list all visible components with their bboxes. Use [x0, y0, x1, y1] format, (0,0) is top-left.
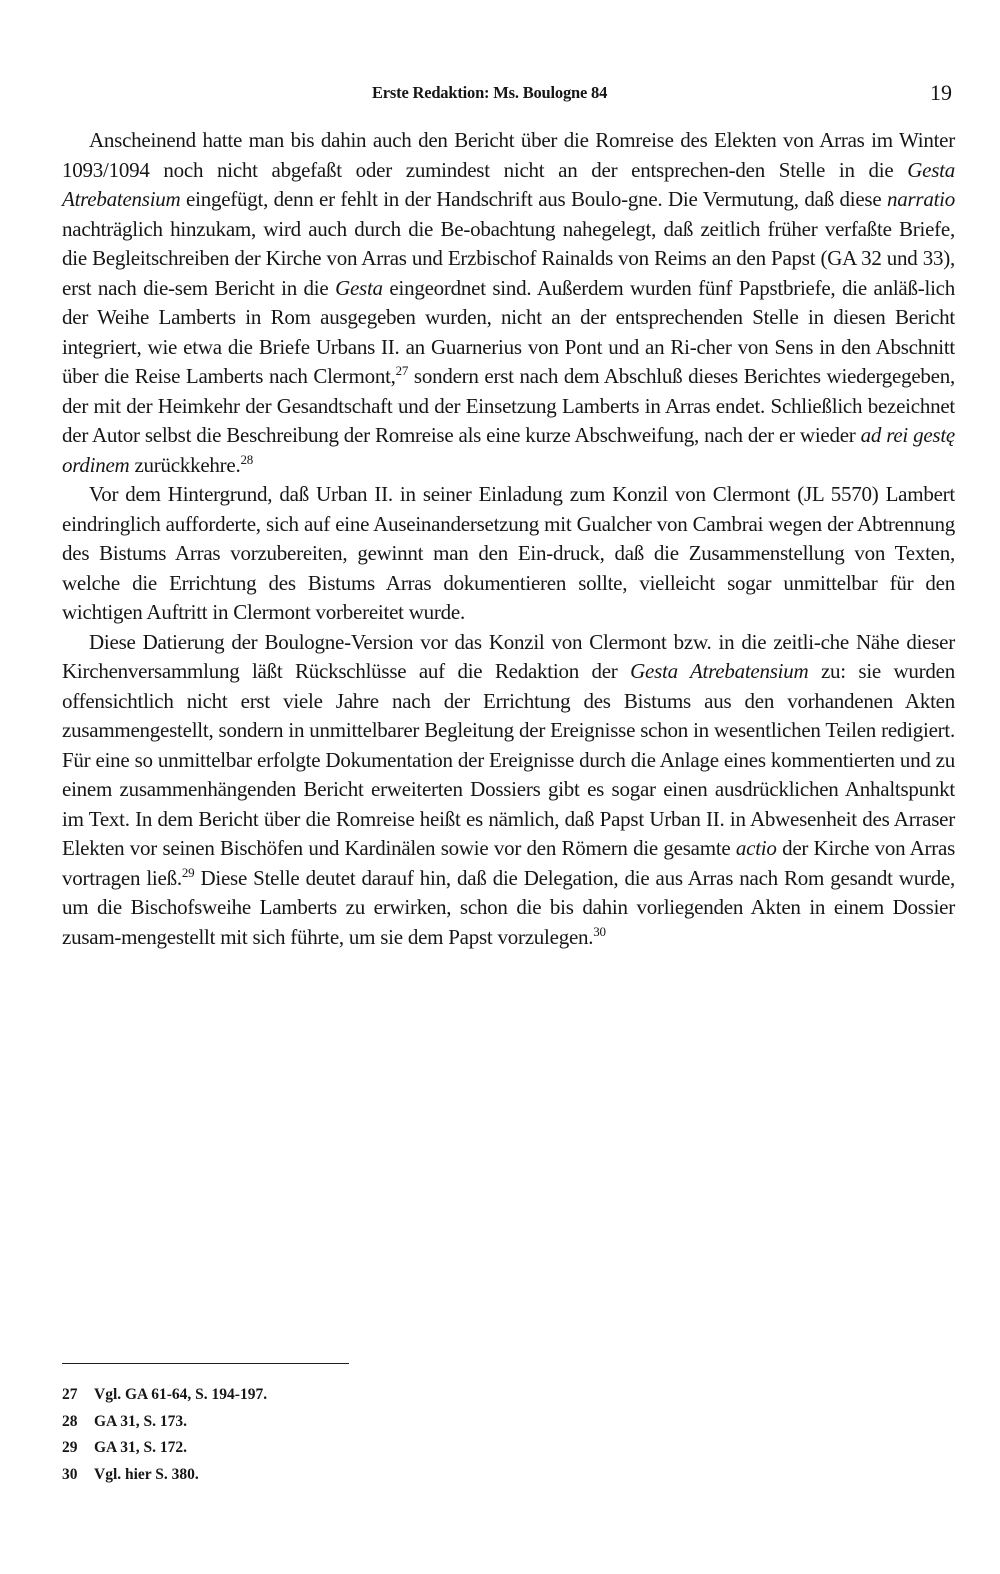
footnotes [62, 1382, 662, 1488]
page-number: 19 [930, 80, 952, 105]
italic-term: actio [735, 836, 777, 860]
text-run: zurückkehre. [129, 452, 241, 477]
paragraph-2: Vor dem Hintergrund, daß Urban II. in seiner Einladung zum Konzil von Clermont (JL 5570) Lambert eindringlich aufforderte, sich auf eine Auseinandersetzung mit Gualcher von Cambrai wegen der Abtrennung des Bistums Arras vorzubereiten, gewinnt man den Ein-druck, daß die Zusammenstellung von Texten, welche die Errichtung des Bistums Arras dokumentieren sollte, vielleicht sogar unmittelbar für den wichtigen Auftritt in Clermont vorbereitet wurde. [62, 482, 955, 624]
footnote-ref-28: 28 [240, 451, 253, 467]
footnote-number: 29 [62, 1439, 78, 1456]
footnote-30 [62, 1462, 662, 1489]
text-run: eingefügt, denn er fehlt in der Handschrift aus Boulo-gne. Die Vermutung, daß diese [180, 187, 887, 211]
text-run: eingeordnet sind. Außerdem wurden fünf Papstbriefe, die anläß-lich der Weihe Lamberts in Rom ausgegeben wurden, nicht an der entsprechenden Stelle in diesen Bericht integriert, wie etwa die Briefe Urbans II. an Guarnerius von Pont und an Ri-cher von Sens in den Abschnitt über die Reise Lamberts nach Clermont, [62, 275, 955, 388]
footnote-separator [62, 1363, 349, 1364]
footnote-29 [62, 1435, 662, 1462]
footnote-text: Vgl. hier S. 380. [94, 1465, 199, 1483]
footnote-number: 30 [62, 1465, 78, 1483]
italic-term: narratio [886, 187, 955, 211]
footnote-number: 28 [62, 1412, 78, 1430]
footnote-27 [62, 1382, 662, 1409]
italic-term: Gesta Atrebatensium [630, 659, 809, 683]
text-run: Diese Stelle deutet darauf hin, daß die Delegation, die aus Arras nach Rom gesandt wurde, um die Bischofsweihe Lamberts zu erwirken, schon die bis dahin vorliegenden Akten in einem Dossier zusam-mengestellt mit sich führte, um sie dem Papst vorzulegen. [62, 865, 956, 949]
footnote-ref-27: 27 [395, 363, 409, 378]
text-run: sondern erst nach dem Abschluß dieses Berichtes wiedergegeben, der mit der Heimkehr der Gesandtschaft und der Einsetzung Lamberts in Arras endet. Schließlich bezeichnet der Autor selbst die Beschreibung der Romreise als eine kurze Abschweifung, nach der er wieder [62, 364, 955, 447]
footnote-ref-29: 29 [181, 864, 195, 880]
page-header [0, 80, 1000, 110]
italic-term: Gesta [335, 275, 383, 300]
running-head: Erste Redaktion: Ms. Boulogne 84 [372, 83, 608, 102]
text-run: Diese Datierung der Boulogne-Version vor das Konzil von Clermont bzw. in die zeitli-che Nähe dieser Kirchenversammlung läßt Rückschlüsse auf die Redaktion der [62, 629, 955, 683]
footnote-text: GA 31, S. 172. [94, 1439, 188, 1456]
footnote-number: 27 [62, 1386, 78, 1403]
body-text [62, 126, 955, 952]
paragraph-1 [62, 126, 955, 480]
text-run: der Kirche von Arras vortragen ließ. [62, 836, 956, 890]
paragraph-3 [62, 628, 955, 953]
footnote-28 [62, 1409, 662, 1436]
footnote-ref-30: 30 [593, 923, 606, 939]
italic-term: ad rei gestę ordinem [62, 423, 955, 477]
text-run: Anscheinend hatte man bis dahin auch den Bericht über die Romreise des Elekten von Arras im Winter 1093/1094 noch nicht abgefaßt oder zumindest nicht an der entsprechen-den Stelle in die [62, 128, 955, 182]
footnote-text: GA 31, S. 173. [94, 1412, 188, 1430]
text-run: nachträglich hinzukam, wird auch durch die Be-obachtung nahegelegt, daß zeitlich früher verfaßte Briefe, die Begleitschreiben der Kirche von Arras und Erzbischof Rainalds von Reims an den Papst (GA 32 und 33), erst nach die-sem Bericht in die [62, 216, 955, 300]
text-run: zu: sie wurden offensichtlich nicht erst viele Jahre nach der Errichtung des Bistums aus den vorhandenen Akten zusammengestellt, sondern in unmittelbarer Begleitung der Ereignisse schon in wesentlichen Teilen redigiert. Für eine so unmittelbar erfolgte Dokumentation der Ereignisse durch die Anlage eines kommentierten und zu einem zusammenhängenden Bericht erweiterten Dossiers gibt es sogar einen ausdrücklichen Anhaltspunkt im Text. In dem Bericht über die Romreise heißt es nämlich, daß Papst Urban II. in Abwesenheit des Arraser Elekten vor seinen Bischöfen und Kardinälen sowie vor den Römern die gesamte [62, 659, 955, 860]
italic-term: Gesta Atrebatensium [62, 157, 955, 211]
footnote-text: Vgl. GA 61-64, S. 194-197. [94, 1386, 268, 1403]
